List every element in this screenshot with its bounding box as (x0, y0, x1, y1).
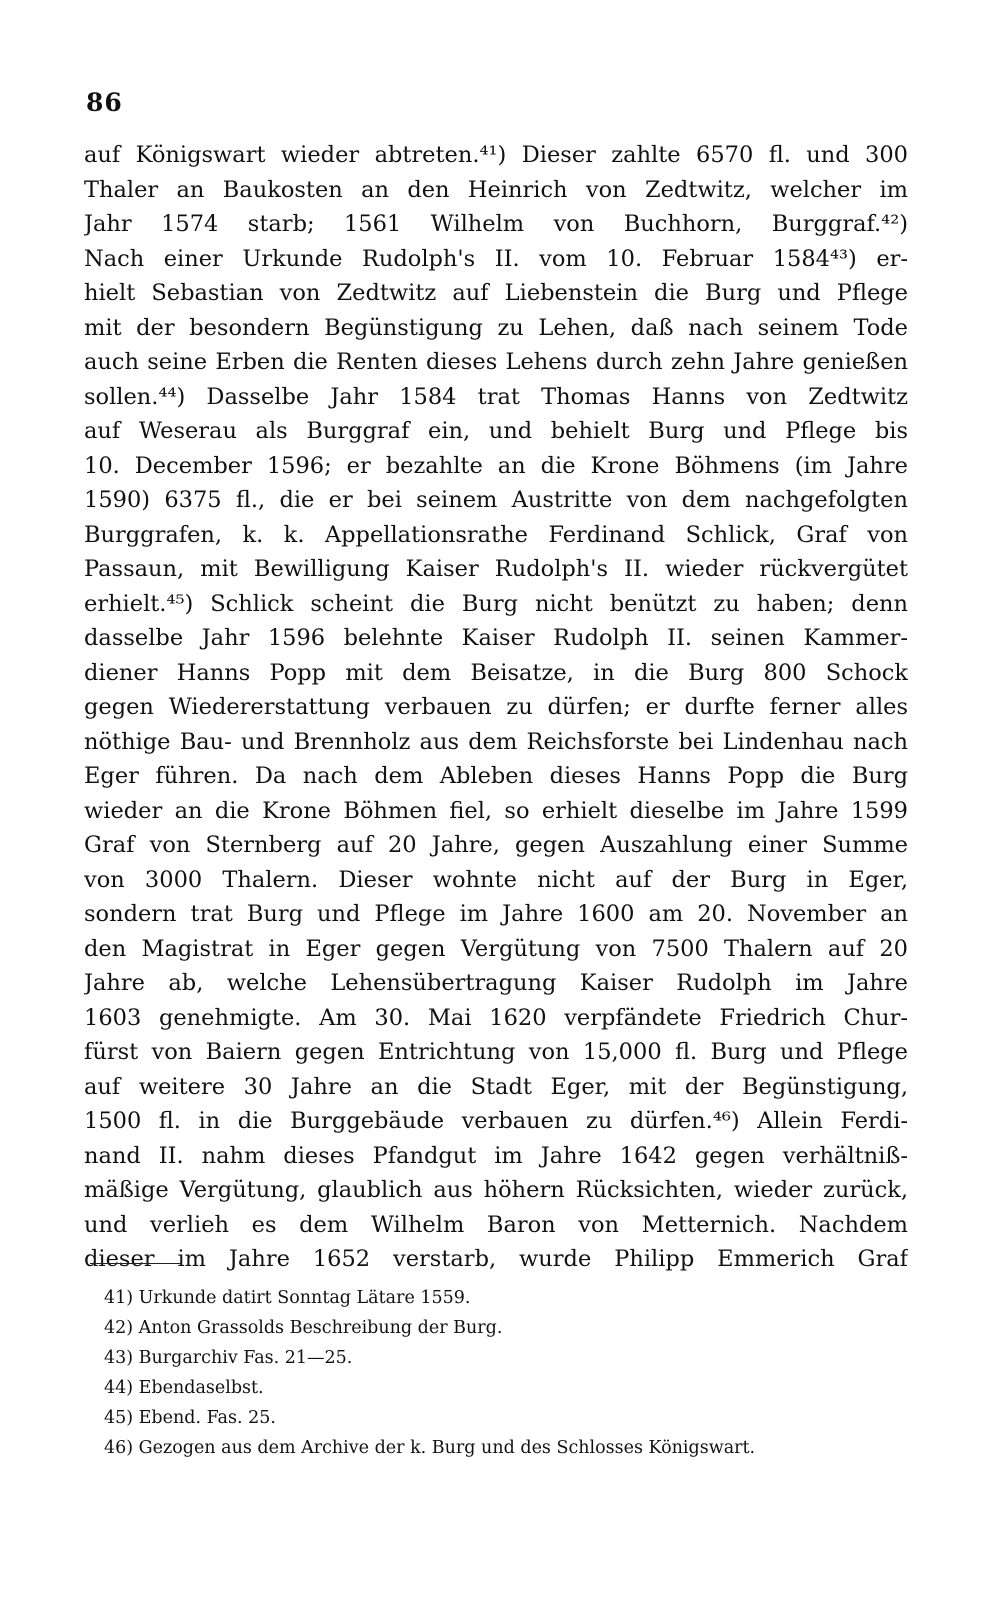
text-line: auf Königswart wieder abtreten.⁴¹) Dieser zahlte 6570 fl. und 300 (84, 142, 908, 168)
page-number: 86 (86, 88, 123, 117)
text-line: nand II. nahm dieses Pfandgut im Jahre 1642 gegen verhältniß- (84, 1142, 908, 1169)
footnotes (104, 1283, 904, 1463)
text-line: Nach einer Urkunde Rudolph's II. vom 10. Februar 1584⁴³) er- (84, 245, 908, 272)
text-line: Jahr 1574 starb; 1561 Wilhelm von Buchhorn, Burggraf.⁴²) (84, 211, 908, 237)
text-line: nöthige Bau- und Brennholz aus dem Reichsforste bei Lindenhau nach (84, 728, 908, 755)
footnote: 43) Burgarchiv Fas. 21—25. (104, 1348, 353, 1368)
text-line: Burggrafen, k. k. Appellationsrathe Ferdinand Schlick, Graf von (84, 521, 908, 548)
text-line: mäßige Vergütung, glaublich aus höhern Rücksichten, wieder zurück, (84, 1177, 908, 1203)
text-line: sondern trat Burg und Pflege im Jahre 1600 am 20. November an (84, 901, 908, 927)
text-line: Jahre ab, welche Lehensübertragung Kaiser Rudolph im Jahre (84, 970, 908, 996)
text-line: Eger führen. Da nach dem Ableben dieses Hanns Popp die Burg (84, 763, 908, 789)
text-line: 1603 genehmigte. Am 30. Mai 1620 verpfändete Friedrich Chur- (84, 1004, 908, 1031)
text-line: und verlieh es dem Wilhelm Baron von Metternich. Nachdem (84, 1211, 908, 1238)
text-line: 1590) 6375 fl., die er bei seinem Austritte von dem nachgefolgten (84, 487, 908, 513)
text-line: hielt Sebastian von Zedtwitz auf Liebenstein die Burg und Pflege (84, 280, 908, 306)
footnote: 42) Anton Grassolds Beschreibung der Burg. (104, 1318, 503, 1338)
text-line: wieder an die Krone Böhmen fiel, so erhielt dieselbe im Jahre 1599 (84, 797, 908, 824)
text-line: auf Weserau als Burggraf ein, und behielt Burg und Pflege bis (84, 418, 908, 444)
footnote: 41) Urkunde datirt Sonntag Lätare 1559. (104, 1288, 471, 1308)
footnote: 46) Gezogen aus dem Archive der k. Burg und des Schlosses Königswart. (104, 1438, 756, 1458)
body-text (84, 138, 908, 1277)
text-line: dieser im Jahre 1652 verstarb, wurde Philipp Emmerich Graf (84, 1246, 908, 1272)
text-line: mit der besondern Begünstigung zu Lehen, daß nach seinem Tode (84, 314, 908, 341)
text-line: Passaun, mit Bewilligung Kaiser Rudolph's II. wieder rückvergütet (84, 556, 908, 582)
text-line: Thaler an Baukosten an den Heinrich von Zedtwitz, welcher im (84, 176, 908, 203)
text-line: auf weitere 30 Jahre an die Stadt Eger, mit der Begünstigung, (84, 1073, 908, 1100)
text-line: fürst von Baiern gegen Entrichtung von 15,000 fl. Burg und Pflege (84, 1039, 908, 1065)
text-line: erhielt.⁴⁵) Schlick scheint die Burg nicht benützt zu haben; denn (84, 590, 908, 617)
text-line: von 3000 Thalern. Dieser wohnte nicht auf der Burg in Eger, (84, 866, 908, 893)
text-line: Graf von Sternberg auf 20 Jahre, gegen Auszahlung einer Summe (84, 832, 908, 858)
text-line: gegen Wiedererstattung verbauen zu dürfen; er durfte ferner alles (84, 694, 908, 720)
footnote: 44) Ebendaselbst. (104, 1378, 264, 1398)
text-line: dasselbe Jahr 1596 belehnte Kaiser Rudolph II. seinen Kammer- (84, 625, 908, 651)
text-line: den Magistrat in Eger gegen Vergütung von 7500 Thalern auf 20 (84, 935, 908, 962)
text-line: 1500 fl. in die Burggebäude verbauen zu dürfen.⁴⁶) Allein Ferdi- (84, 1108, 908, 1134)
text-line: 10. December 1596; er bezahlte an die Krone Böhmens (im Jahre (84, 452, 908, 479)
text-line: auch seine Erben die Renten dieses Lehens durch zehn Jahre genießen (84, 349, 908, 375)
footnote: 45) Ebend. Fas. 25. (104, 1408, 276, 1428)
text-line: diener Hanns Popp mit dem Beisatze, in die Burg 800 Schock (84, 659, 908, 686)
text-line: sollen.⁴⁴) Dasselbe Jahr 1584 trat Thomas Hanns von Zedtwitz (84, 383, 908, 410)
footnote-divider (90, 1263, 182, 1264)
